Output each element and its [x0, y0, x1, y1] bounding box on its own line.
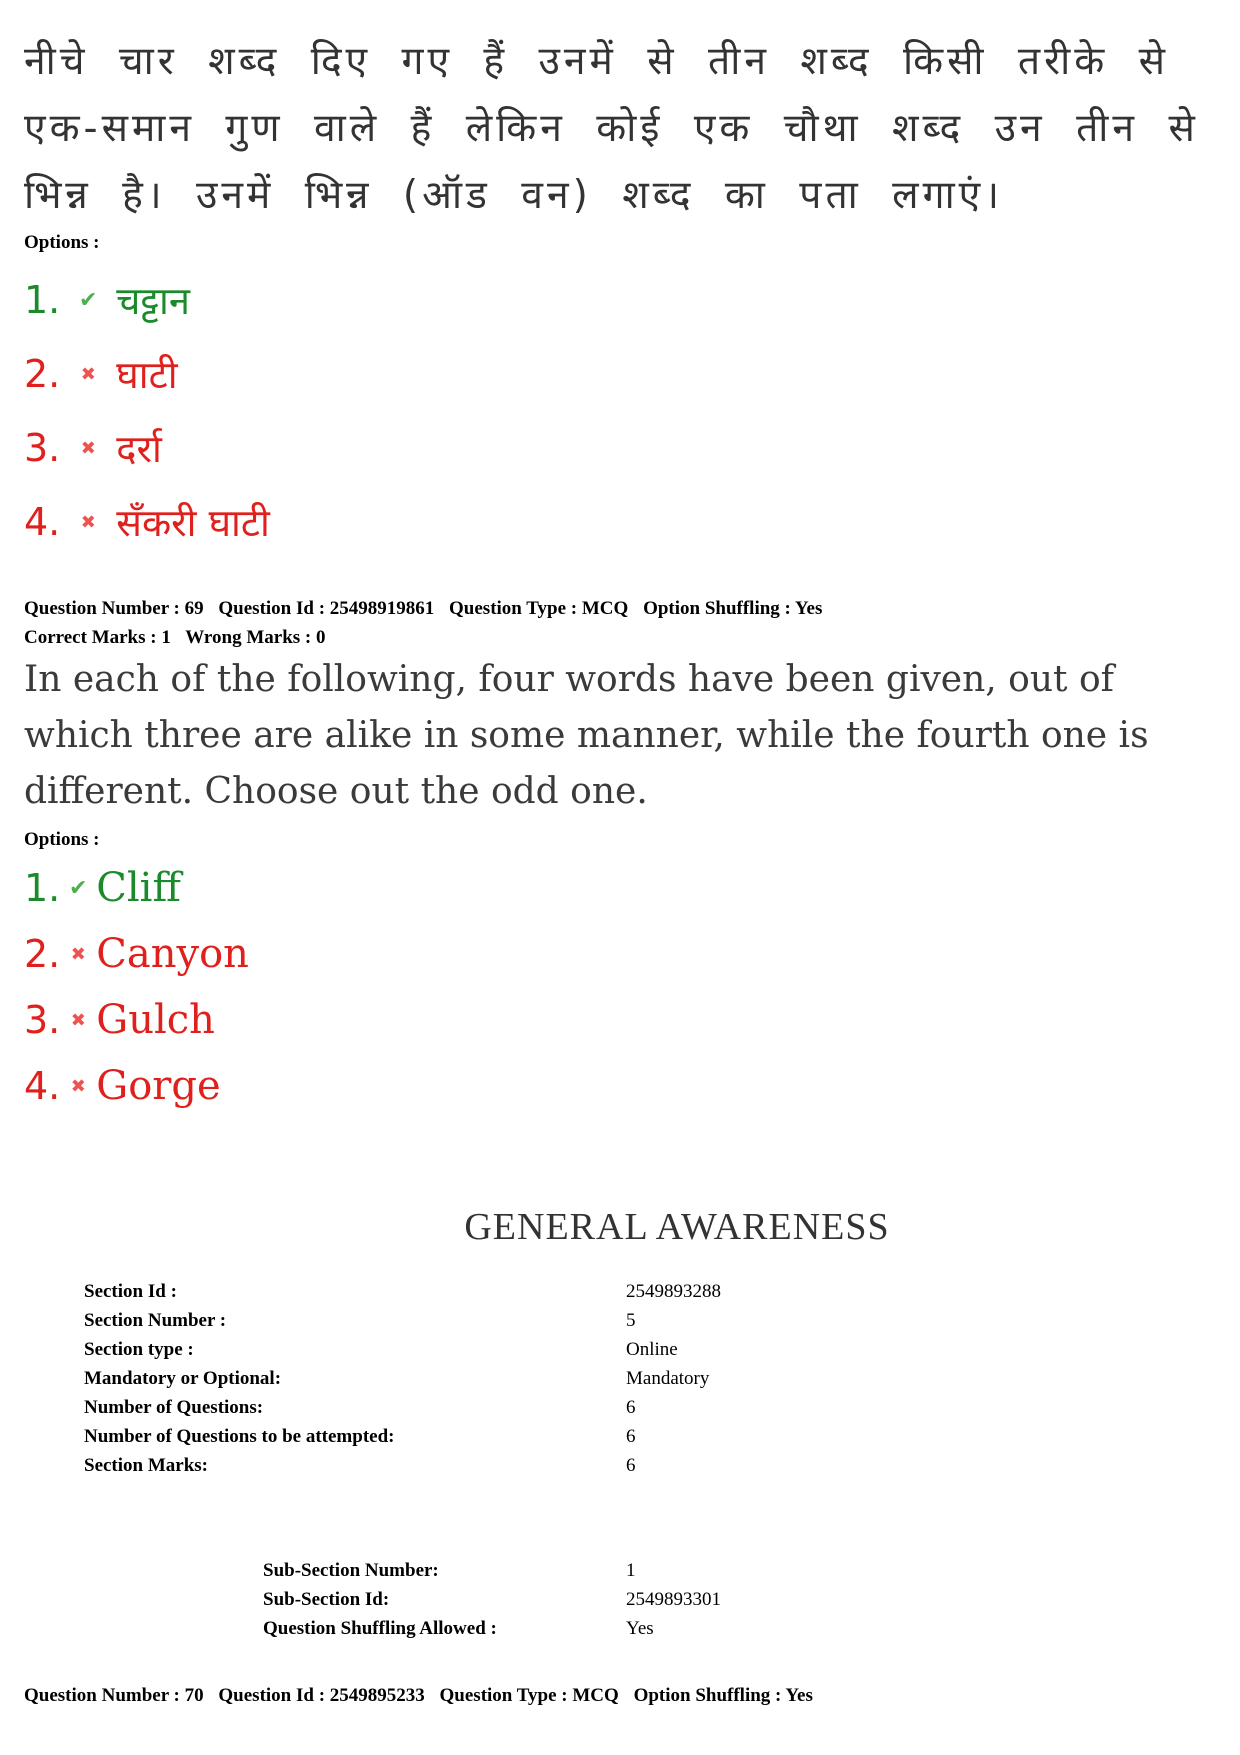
check-icon: ✔: [69, 875, 88, 900]
options-label-68: Options :: [24, 232, 100, 253]
option-text: घाटी: [116, 353, 178, 397]
question-id: Question Id : 25498919861: [218, 598, 435, 619]
number-of-questions-value: 6: [626, 1397, 636, 1418]
subsection-number-label: Sub-Section Number:: [263, 1560, 439, 1581]
question-69-meta-line2: [24, 623, 335, 652]
questions-attempted-label: Number of Questions to be attempted:: [84, 1426, 395, 1447]
option-text: Canyon: [96, 931, 249, 977]
question-69-meta-line1: [24, 594, 832, 623]
section-number-value: 5: [626, 1310, 636, 1331]
questions-attempted-value: 6: [626, 1426, 636, 1447]
options-label-69: Options :: [24, 829, 100, 850]
section-title: GENERAL AWARENESS: [464, 1206, 890, 1248]
option-number: 1.: [24, 866, 61, 910]
option-number: 2.: [24, 932, 61, 976]
option-68-4: [24, 494, 270, 550]
section-marks-value: 6: [626, 1455, 636, 1476]
option-text: Gulch: [96, 997, 215, 1043]
option-69-4: [24, 1058, 221, 1114]
cross-icon: ✖: [80, 511, 96, 532]
section-marks-label: Section Marks:: [84, 1455, 209, 1476]
cross-icon: ✖: [70, 1075, 86, 1096]
question-shuffling-value: Yes: [626, 1618, 654, 1639]
option-number: 3.: [24, 426, 61, 470]
section-id-label: Section Id :: [84, 1281, 177, 1302]
option-text: Cliff: [96, 865, 181, 911]
option-number: 4.: [24, 1064, 61, 1108]
option-68-2: [24, 346, 178, 402]
correct-marks: Correct Marks : 1: [24, 627, 171, 648]
subsection-id-label: Sub-Section Id:: [263, 1589, 390, 1610]
option-shuffling: Option Shuffling : Yes: [643, 598, 823, 619]
section-number-label: Section Number :: [84, 1310, 227, 1331]
option-68-3: [24, 420, 162, 476]
option-68-1: [24, 272, 190, 328]
cross-icon: ✖: [80, 437, 96, 458]
section-type-label: Section type :: [84, 1339, 194, 1360]
mandatory-value: Mandatory: [626, 1368, 710, 1389]
number-of-questions-label: Number of Questions:: [84, 1397, 264, 1418]
question-69-text: In each of the following, four words have been given, out of which three are alike in some manner, while the fourth one is different. Choose out the odd one.: [24, 659, 1149, 812]
option-text: Gorge: [96, 1063, 221, 1109]
mandatory-label: Mandatory or Optional:: [84, 1368, 282, 1389]
question-68-text: नीचे चार शब्द दिए गए हैं उनमें से तीन शब्द किसी तरीके से एक-समान गुण वाले हैं लेकिन कोई एक चौथा शब्द उन तीन से भिन्न है। उनमें भिन्न (ऑड वन) शब्द का पता लगाएं।: [24, 39, 1199, 218]
question-shuffling-label: Question Shuffling Allowed :: [263, 1618, 497, 1639]
subsection-number-value: 1: [626, 1560, 636, 1581]
option-text: चट्टान: [116, 279, 190, 323]
option-69-1: [24, 860, 181, 916]
question-number: Question Number : 69: [24, 598, 204, 619]
option-number: 3.: [24, 998, 61, 1042]
subsection-id-value: 2549893301: [626, 1589, 721, 1610]
option-number: 4.: [24, 500, 61, 544]
question-70-meta-line1: [24, 1681, 823, 1710]
option-text: दर्रा: [116, 427, 162, 471]
option-69-3: [24, 992, 215, 1048]
section-type-value: Online: [626, 1339, 678, 1360]
option-text: सँकरी घाटी: [116, 501, 270, 545]
cross-icon: ✖: [70, 943, 86, 964]
option-number: 1.: [24, 278, 61, 322]
option-69-2: [24, 926, 249, 982]
question-type: Question Type : MCQ: [439, 1685, 619, 1706]
cross-icon: ✖: [80, 363, 96, 384]
wrong-marks: Wrong Marks : 0: [185, 627, 326, 648]
cross-icon: ✖: [70, 1009, 86, 1030]
question-number: Question Number : 70: [24, 1685, 204, 1706]
question-id: Question Id : 2549895233: [218, 1685, 425, 1706]
question-type: Question Type : MCQ: [449, 598, 629, 619]
check-icon: ✔: [79, 287, 98, 312]
option-number: 2.: [24, 352, 61, 396]
section-id-value: 2549893288: [626, 1281, 721, 1302]
option-shuffling: Option Shuffling : Yes: [633, 1685, 813, 1706]
